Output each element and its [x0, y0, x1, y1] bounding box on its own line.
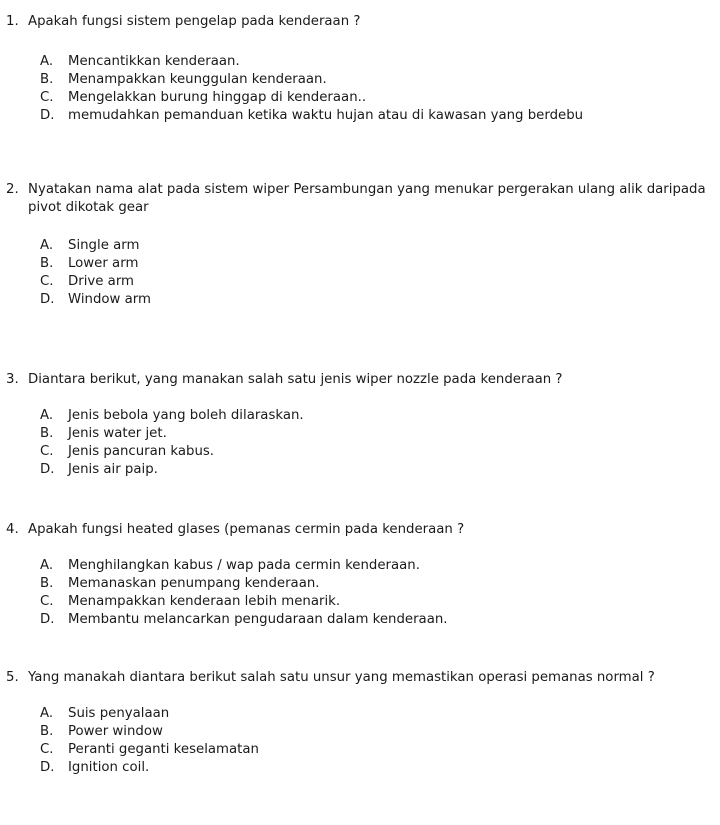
option-b — [0, 425, 720, 443]
option-c — [0, 443, 720, 461]
option-c — [0, 593, 720, 611]
option-letter: B. — [40, 72, 54, 87]
question-number: 4. — [6, 522, 19, 537]
question-number: 5. — [6, 670, 19, 685]
option-b — [0, 575, 720, 593]
question-text: Apakah fungsi heated glases (pemanas cermin pada kenderaan ? — [28, 522, 465, 537]
question-stem — [0, 13, 708, 31]
option-text: Power window — [68, 724, 163, 739]
option-d — [0, 759, 720, 777]
question-text: Nyatakan nama alat pada sistem wiper Persambungan yang menukar pergerakan ulang alik daripada pivot dikotak gear — [28, 182, 706, 215]
question-stem — [0, 521, 708, 539]
question-text: Diantara berikut, yang manakan salah satu jenis wiper nozzle pada kenderaan ? — [28, 372, 563, 387]
option-letter: A. — [40, 706, 54, 721]
option-text: Suis penyalaan — [68, 706, 170, 721]
question-4 — [0, 521, 720, 629]
option-c — [0, 741, 720, 759]
option-text: Ignition coil. — [68, 760, 150, 775]
option-text: memudahkan pemanduan ketika waktu hujan atau di kawasan yang berdebu — [68, 108, 584, 123]
option-text: Memanaskan penumpang kenderaan. — [68, 576, 320, 591]
option-text: Single arm — [68, 238, 140, 253]
question-stem — [0, 371, 708, 389]
option-text: Lower arm — [68, 256, 139, 271]
option-letter: C. — [40, 444, 54, 459]
option-b — [0, 723, 720, 741]
option-text: Menampakkan kenderaan lebih menarik. — [68, 594, 341, 609]
option-b — [0, 255, 720, 273]
option-text: Window arm — [68, 292, 151, 307]
option-d — [0, 461, 720, 479]
option-text: Jenis pancuran kabus. — [68, 444, 215, 459]
option-letter: C. — [40, 90, 54, 105]
option-letter: C. — [40, 594, 54, 609]
option-letter: D. — [40, 462, 55, 477]
option-text: Mencantikkan kenderaan. — [68, 54, 240, 69]
option-d — [0, 107, 720, 125]
option-letter: D. — [40, 292, 55, 307]
question-2 — [0, 181, 720, 309]
option-text: Jenis bebola yang boleh dilaraskan. — [68, 408, 304, 423]
option-text: Jenis air paip. — [68, 462, 158, 477]
option-letter: B. — [40, 724, 54, 739]
option-text: Jenis water jet. — [68, 426, 167, 441]
question-1 — [0, 13, 720, 125]
option-letter: A. — [40, 238, 54, 253]
option-text: Menampakkan keunggulan kenderaan. — [68, 72, 327, 87]
option-letter: A. — [40, 408, 54, 423]
option-letter: D. — [40, 612, 55, 627]
option-letter: C. — [40, 742, 54, 757]
option-text: Membantu melancarkan pengudaraan dalam kenderaan. — [68, 612, 448, 627]
option-letter: D. — [40, 760, 55, 775]
option-letter: B. — [40, 426, 54, 441]
option-a — [0, 407, 720, 425]
question-stem — [0, 181, 708, 217]
option-text: Peranti geganti keselamatan — [68, 742, 259, 757]
option-letter: C. — [40, 274, 54, 289]
option-a — [0, 557, 720, 575]
option-d — [0, 611, 720, 629]
option-c — [0, 273, 720, 291]
question-stem — [0, 669, 708, 687]
option-letter: B. — [40, 576, 54, 591]
question-text: Yang manakah diantara berikut salah satu unsur yang memastikan operasi pemanas normal ? — [28, 670, 655, 685]
option-letter: B. — [40, 256, 54, 271]
option-a — [0, 237, 720, 255]
option-letter: A. — [40, 558, 54, 573]
option-text: Mengelakkan burung hinggap di kenderaan.. — [68, 90, 367, 105]
option-letter: D. — [40, 108, 55, 123]
question-text: Apakah fungsi sistem pengelap pada kenderaan ? — [28, 14, 361, 29]
option-letter: A. — [40, 54, 54, 69]
question-number: 2. — [6, 182, 19, 197]
question-5 — [0, 669, 720, 777]
option-d — [0, 291, 720, 309]
option-a — [0, 705, 720, 723]
option-b — [0, 71, 720, 89]
option-c — [0, 89, 720, 107]
question-number: 1. — [6, 14, 19, 29]
option-text: Menghilangkan kabus / wap pada cermin kenderaan. — [68, 558, 420, 573]
option-text: Drive arm — [68, 274, 135, 289]
question-number: 3. — [6, 372, 19, 387]
option-a — [0, 53, 720, 71]
question-3 — [0, 371, 720, 479]
